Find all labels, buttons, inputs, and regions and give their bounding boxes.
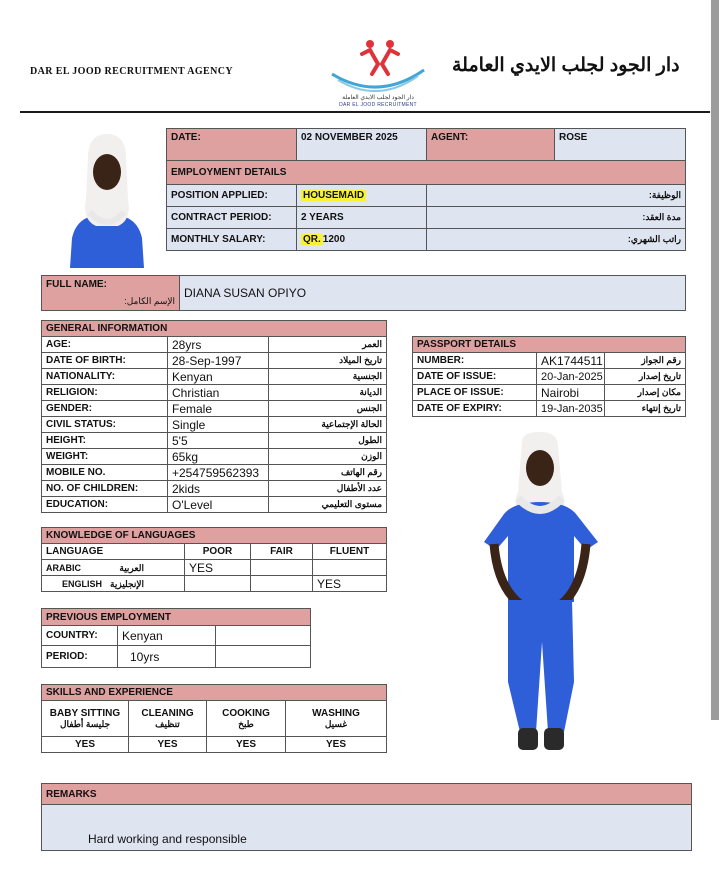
skills-table — [41, 684, 387, 753]
language-name-arabic: الإنجليزية — [110, 578, 144, 589]
position-value-text: HOUSEMAID — [303, 190, 365, 201]
general-row-label: MOBILE NO. — [42, 465, 168, 481]
passport-row-value: Nairobi — [537, 385, 605, 401]
skill-header-cell — [129, 701, 207, 737]
passport-row-value: 19-Jan-2035 — [537, 401, 605, 417]
logo-mark-icon — [318, 34, 438, 94]
general-row-value: Female — [168, 401, 269, 417]
general-row-value: Single — [168, 417, 269, 433]
languages-table — [41, 527, 387, 592]
passport-row-arabic: رقم الجواز — [605, 353, 686, 369]
fair-column-header: FAIR — [251, 544, 313, 560]
general-row-label: NO. OF CHILDREN: — [42, 481, 168, 497]
general-row-value: 5'5 — [168, 433, 269, 449]
remarks-heading: REMARKS — [42, 784, 692, 805]
languages-heading: KNOWLEDGE OF LANGUAGES — [42, 528, 387, 544]
position-value — [297, 185, 427, 207]
full-name-label-cell — [42, 276, 180, 311]
skill-name-arabic: تنظيف — [155, 718, 180, 729]
general-row-arabic: الديانة — [269, 385, 387, 401]
passport-row-arabic: تاريخ إنتهاء — [605, 401, 686, 417]
logo-subtitle-arabic: دار الجود لجلب الايدي العاملة — [342, 95, 414, 101]
general-row-arabic: الحالة الإجتماعية — [269, 417, 387, 433]
salary-amount: 1200 — [322, 234, 346, 245]
skill-header-cell — [286, 701, 387, 737]
general-row-arabic: الطول — [269, 433, 387, 449]
language-fluent-value: YES — [313, 576, 387, 592]
candidate-portrait-photo — [62, 128, 152, 268]
agency-logo — [318, 34, 438, 112]
full-name-table — [41, 275, 686, 311]
language-fair-value — [251, 560, 313, 576]
remarks-text: Hard working and responsible — [42, 805, 692, 851]
previous-country-value: Kenyan — [118, 626, 216, 646]
general-row-arabic: رقم الهاتف — [269, 465, 387, 481]
previous-country-empty-cell — [216, 626, 311, 646]
passport-row-label: DATE OF ISSUE: — [413, 369, 537, 385]
general-row-label: EDUCATION: — [42, 497, 168, 513]
skill-header-cell — [207, 701, 286, 737]
passport-row-arabic: مكان إصدار — [605, 385, 686, 401]
general-row-arabic: الوزن — [269, 449, 387, 465]
general-row-label: DATE OF BIRTH: — [42, 353, 168, 369]
monthly-salary-value — [297, 229, 427, 251]
skill-name: CLEANING — [141, 707, 194, 719]
employment-details-heading: EMPLOYMENT DETAILS — [167, 161, 686, 185]
position-label-arabic: الوظيفة: — [427, 185, 686, 207]
salary-currency: QR. — [303, 234, 321, 245]
language-name: ENGLISH — [62, 578, 103, 589]
general-row-arabic: عدد الأطفال — [269, 481, 387, 497]
contract-period-label-arabic: مدة العقد: — [427, 207, 686, 229]
position-label: POSITION APPLIED: — [167, 185, 297, 207]
language-poor-value — [185, 576, 251, 592]
skill-header-cell — [42, 701, 129, 737]
passport-row-label: DATE OF EXPIRY: — [413, 401, 537, 417]
language-fair-value — [251, 576, 313, 592]
general-row-label: RELIGION: — [42, 385, 168, 401]
general-row-value: 65kg — [168, 449, 269, 465]
general-row-value: Christian — [168, 385, 269, 401]
monthly-salary-label-arabic: راتب الشهري: — [427, 229, 686, 251]
general-information-heading: GENERAL INFORMATION — [42, 321, 387, 337]
candidate-full-body-photo — [478, 432, 603, 757]
employment-details-table — [166, 128, 686, 251]
passport-details-table — [412, 336, 686, 417]
previous-country-label: COUNTRY: — [42, 626, 118, 646]
date-value: 02 NOVEMBER 2025 — [297, 129, 427, 161]
skill-name: COOKING — [222, 707, 270, 719]
full-name-value: DIANA SUSAN OPIYO — [180, 276, 686, 311]
passport-row-value: 20-Jan-2025 — [537, 369, 605, 385]
skill-value: YES — [42, 737, 129, 753]
passport-row-label: PLACE OF ISSUE: — [413, 385, 537, 401]
general-row-value: 28yrs — [168, 337, 269, 353]
skills-heading: SKILLS AND EXPERIENCE — [42, 685, 387, 701]
general-row-value: +254759562393 — [168, 465, 269, 481]
contract-period-value: 2 YEARS — [297, 207, 427, 229]
full-name-label-arabic: الإسم الكامل: — [124, 296, 175, 306]
monthly-salary-label: MONTHLY SALARY: — [167, 229, 297, 251]
full-name-label: FULL NAME: — [46, 279, 107, 290]
passport-row-value: AK1744511 — [537, 353, 605, 369]
previous-period-label: PERIOD: — [42, 646, 118, 668]
general-row-value: O'Level — [168, 497, 269, 513]
language-fluent-value — [313, 560, 387, 576]
agency-name-arabic: دار الجود لجلب الايدي العاملة — [452, 55, 680, 76]
general-row-arabic: الجنسية — [269, 369, 387, 385]
remarks-table — [41, 783, 692, 851]
agent-label: AGENT: — [427, 129, 555, 161]
general-information-table — [41, 320, 387, 513]
general-row-label: GENDER: — [42, 401, 168, 417]
general-row-arabic: تاريخ الميلاد — [269, 353, 387, 369]
agent-value: ROSE — [555, 129, 686, 161]
previous-period-empty-cell — [216, 646, 311, 668]
passport-row-label: NUMBER: — [413, 353, 537, 369]
skill-name: WASHING — [312, 707, 360, 719]
page-edge-scrollbar[interactable] — [711, 0, 719, 720]
skill-value: YES — [129, 737, 207, 753]
skill-name-arabic: طبخ — [238, 718, 254, 729]
logo-subtitle-english: DAR EL JOOD RECRUITMENT — [339, 102, 417, 108]
general-row-value: Kenyan — [168, 369, 269, 385]
skill-value: YES — [286, 737, 387, 753]
general-row-label: WEIGHT: — [42, 449, 168, 465]
general-row-arabic: العمر — [269, 337, 387, 353]
language-name-arabic: العربية — [119, 562, 144, 573]
general-row-value: 2kids — [168, 481, 269, 497]
header-divider — [20, 111, 710, 113]
skill-name-arabic: جليسة أطفال — [59, 718, 111, 729]
poor-column-header: POOR — [185, 544, 251, 560]
language-name-cell — [42, 560, 185, 576]
language-name: ARABIC — [46, 562, 81, 573]
agency-name-english: DAR EL JOOD RECRUITMENT AGENCY — [30, 66, 233, 77]
general-row-label: HEIGHT: — [42, 433, 168, 449]
general-row-label: AGE: — [42, 337, 168, 353]
date-label: DATE: — [167, 129, 297, 161]
skill-name-arabic: غسيل — [324, 718, 348, 729]
language-name-cell — [42, 576, 185, 592]
general-row-arabic: الجنس — [269, 401, 387, 417]
fluent-column-header: FLUENT — [313, 544, 387, 560]
skill-name: BABY SITTING — [49, 707, 121, 719]
passport-row-arabic: تاريخ إصدار — [605, 369, 686, 385]
contract-period-label: CONTRACT PERIOD: — [167, 207, 297, 229]
previous-period-value: 10yrs — [118, 646, 216, 668]
general-row-value: 28-Sep-1997 — [168, 353, 269, 369]
language-poor-value: YES — [185, 560, 251, 576]
previous-employment-heading: PREVIOUS EMPLOYMENT — [42, 609, 311, 626]
previous-employment-table — [41, 608, 311, 668]
skill-value: YES — [207, 737, 286, 753]
language-column-header: LANGUAGE — [42, 544, 185, 560]
general-row-label: CIVIL STATUS: — [42, 417, 168, 433]
general-row-label: NATIONALITY: — [42, 369, 168, 385]
general-row-arabic: مستوى التعليمي — [269, 497, 387, 513]
passport-details-heading: PASSPORT DETAILS — [413, 337, 686, 353]
